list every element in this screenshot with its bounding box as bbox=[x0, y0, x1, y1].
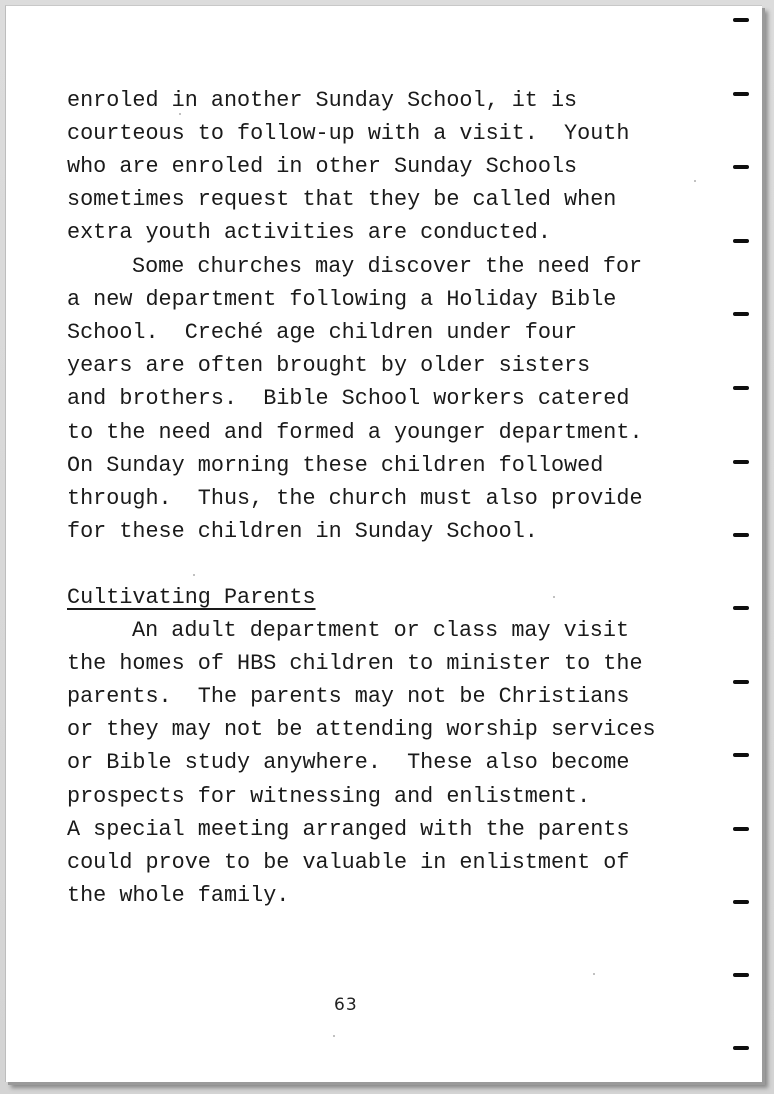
scan-speck bbox=[193, 574, 195, 576]
scan-speck bbox=[553, 596, 555, 598]
text-line: parents. The parents may not be Christians bbox=[67, 684, 630, 709]
text-line: On Sunday morning these children followed bbox=[67, 453, 604, 478]
tick-mark bbox=[733, 1046, 749, 1050]
text-line: for these children in Sunday School. bbox=[67, 519, 538, 544]
tick-mark bbox=[733, 753, 749, 757]
section-heading: Cultivating Parents bbox=[67, 585, 316, 610]
page-number: 63 bbox=[334, 995, 358, 1015]
tick-mark bbox=[733, 18, 749, 22]
text-line: a new department following a Holiday Bible bbox=[67, 287, 617, 312]
text-line: and brothers. Bible School workers catered bbox=[67, 386, 630, 411]
tick-mark bbox=[733, 606, 749, 610]
text-line: School. Creché age children under four bbox=[67, 320, 578, 345]
text-line: courteous to follow-up with a visit. Youth bbox=[67, 121, 630, 146]
tick-mark bbox=[733, 460, 749, 464]
tick-mark bbox=[733, 680, 749, 684]
text-line: or they may not be attending worship services bbox=[67, 717, 656, 742]
text-line: through. Thus, the church must also provide bbox=[67, 486, 643, 511]
text-line: Some churches may discover the need for bbox=[132, 254, 643, 279]
tick-mark bbox=[733, 386, 749, 390]
tick-mark bbox=[733, 900, 749, 904]
tick-mark bbox=[733, 827, 749, 831]
text-line: years are often brought by older sisters bbox=[67, 353, 591, 378]
scan-speck bbox=[694, 180, 696, 182]
text-line: the homes of HBS children to minister to the bbox=[67, 651, 643, 676]
scan-speck bbox=[179, 113, 181, 115]
text-line: to the need and formed a younger department. bbox=[67, 420, 643, 445]
document-page bbox=[5, 5, 762, 1082]
text-line: or Bible study anywhere. These also become bbox=[67, 750, 630, 775]
text-line: prospects for witnessing and enlistment. bbox=[67, 784, 591, 809]
text-line: the whole family. bbox=[67, 883, 290, 908]
tick-mark bbox=[733, 973, 749, 977]
text-line: enroled in another Sunday School, it is bbox=[67, 88, 578, 113]
text-line: extra youth activities are conducted. bbox=[67, 220, 551, 245]
text-line: who are enroled in other Sunday Schools bbox=[67, 154, 578, 179]
scan-speck bbox=[593, 973, 595, 975]
tick-mark bbox=[733, 239, 749, 243]
text-line: A special meeting arranged with the parents bbox=[67, 817, 630, 842]
text-line: could prove to be valuable in enlistment of bbox=[67, 850, 630, 875]
tick-mark bbox=[733, 92, 749, 96]
scan-speck bbox=[333, 1035, 335, 1037]
text-line: sometimes request that they be called when bbox=[67, 187, 617, 212]
text-line: An adult department or class may visit bbox=[132, 618, 630, 643]
tick-mark bbox=[733, 533, 749, 537]
tick-mark bbox=[733, 312, 749, 316]
tick-mark bbox=[733, 165, 749, 169]
